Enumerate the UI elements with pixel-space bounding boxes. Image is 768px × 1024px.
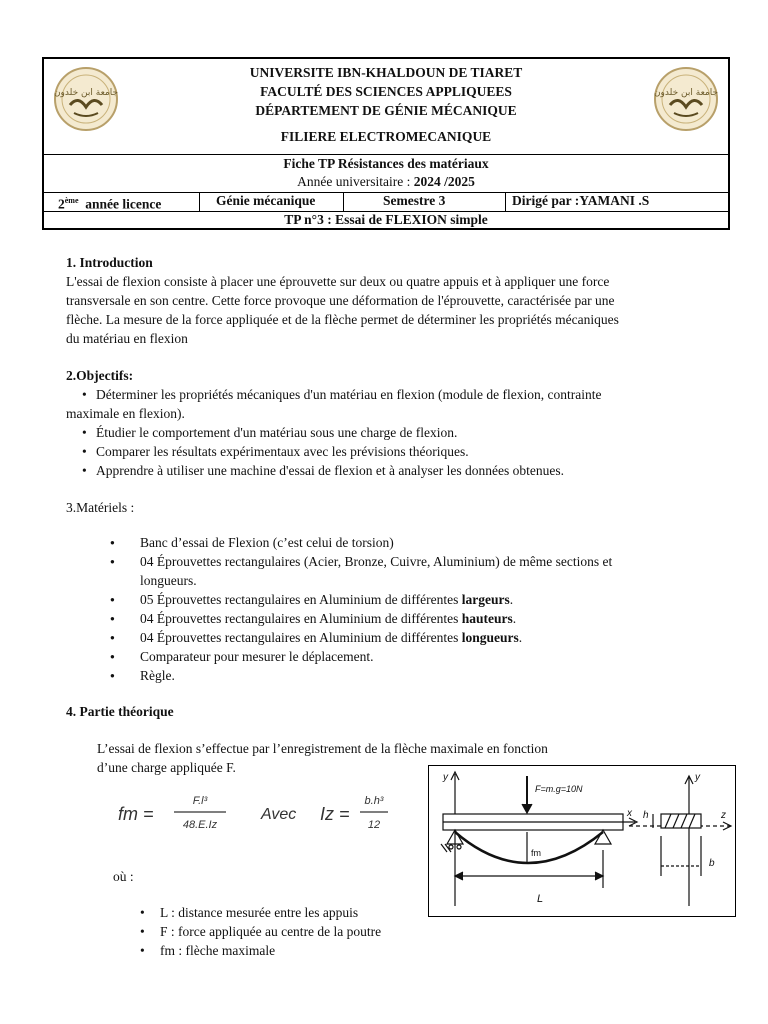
header-top (44, 59, 728, 155)
beam-diagram (429, 766, 735, 916)
theory-heading: 4. Partie théorique (66, 704, 174, 719)
y2-axis-label: y (695, 772, 700, 783)
item-text: 04 Éprouvettes rectangulaires en Aluminium de différentes (140, 611, 462, 626)
materials-heading: 3.Matériels : (66, 500, 135, 515)
list-item (110, 609, 726, 628)
item-text: longueurs. (140, 573, 197, 588)
item-text: 04 Éprouvettes rectangulaires (Acier, Bronze, Cuivre, Aluminium) de même sections et (140, 554, 613, 569)
z-axis-label: z (721, 810, 726, 821)
formula-avec: Avec (261, 806, 297, 823)
logo-right-text: جامعة ابن خلدون (653, 88, 719, 98)
year-label: Année universitaire : (297, 174, 411, 189)
fm-label: fm (531, 848, 541, 858)
tp-title: TP n°3 : Essai de FLEXION simple (284, 212, 488, 227)
deflection-formula (118, 787, 408, 837)
logo-left-text: جامعة ابن خلدون (53, 88, 119, 98)
theory-line: L’essai de flexion s’effectue par l’enregistrement de la flèche maximale en fonction (97, 741, 548, 756)
year-value: 2024 /2025 (413, 174, 475, 189)
level-num: 2 (58, 196, 65, 212)
item-dot: . (512, 611, 517, 626)
list-item: • Apprendre à utiliser une machine d'essai de flexion et à analyser les données obtenues. (80, 461, 726, 480)
objectives-list (80, 385, 726, 404)
formula-num2: b.h³ (364, 795, 384, 807)
item-bold: longueurs (461, 630, 519, 645)
list-item: • fm : flèche maximale (136, 941, 436, 960)
supervisor-cell: Dirigé par :YAMANI .S (512, 193, 650, 208)
variables-list (136, 903, 436, 960)
intro-line: flèche. La mesure de la force appliquée et de la flèche permet de déterminer les propriétés mécaniques (66, 312, 619, 327)
formula-den1: 48.E.Iz (182, 819, 218, 831)
academic-year (44, 173, 728, 191)
item-bold: largeurs (461, 592, 510, 607)
list-item: ● Comparateur pour mesurer le déplacement. (110, 647, 726, 666)
fiche-block (44, 154, 728, 193)
length-label: L (537, 893, 544, 905)
list-item: • L : distance mesurée entre les appuis (136, 903, 436, 922)
formula-fm: fm = (118, 804, 154, 824)
y-axis-label: y (443, 772, 448, 783)
university-logo-right-icon (652, 65, 720, 133)
objectives-section (66, 366, 726, 480)
faculty-name: FACULTÉ DES SCIENCES APPLIQUEES (260, 84, 512, 99)
list-item: ● Banc d’essai de Flexion (c’est celui de torsion) (110, 533, 726, 552)
variables-section (136, 903, 436, 960)
department-name: DÉPARTEMENT DE GÉNIE MÉCANIQUE (255, 103, 517, 118)
introduction-heading: 1. Introduction (66, 255, 153, 270)
ou-label: où : (113, 869, 134, 884)
institution-block (44, 63, 728, 120)
b-label: b (709, 858, 715, 869)
list-item (110, 628, 726, 647)
h-label: h (643, 810, 649, 821)
formula-den2: 12 (367, 819, 381, 831)
item-bold: hauteurs (461, 611, 513, 626)
formula-iz: Iz = (320, 804, 350, 824)
force-label: F=m.g=10N (535, 784, 583, 794)
university-name: UNIVERSITE IBN-KHALDOUN DE TIARET (249, 65, 523, 80)
level-text: année licence (78, 196, 162, 212)
filiere: FILIERE ELECTROMECANIQUE (280, 129, 492, 144)
theory-line: d’une charge appliquée F. (97, 760, 236, 775)
materials-list (110, 533, 726, 685)
list-item: • Comparer les résultats expérimentaux avec les prévisions théoriques. (80, 442, 726, 461)
item-dot: . (509, 592, 514, 607)
intro-line: L'essai de flexion consiste à placer une éprouvette sur deux ou quatre appuis et à appliquer une force (66, 274, 610, 289)
field-cell: Génie mécanique (200, 192, 344, 211)
beam-figure (428, 765, 736, 917)
x-axis-label: x (627, 808, 632, 819)
item-dot: . (518, 630, 523, 645)
list-item: • Déterminer les propriétés mécaniques d'un matériau en flexion (module de flexion, contrainte (80, 385, 726, 404)
list-item (110, 552, 726, 590)
list-item: • F : force appliquée au centre de la poutre (136, 922, 436, 941)
objectives-list-2 (80, 423, 726, 480)
item-text: 05 Éprouvettes rectangulaires en Aluminium de différentes (140, 592, 462, 607)
materials-section (110, 533, 726, 685)
item-text: 04 Éprouvettes rectangulaires en Aluminium de différentes (140, 630, 462, 645)
list-item: ● Règle. (110, 666, 726, 685)
introduction-section (66, 253, 726, 348)
objectives-heading: 2.Objectifs: (66, 368, 134, 383)
semester-cell: Semestre 3 (344, 192, 506, 211)
info-row (44, 192, 728, 212)
fiche-title: Fiche TP Résistances des matériaux (283, 156, 489, 171)
list-item: • Étudier le comportement d'un matériau sous une charge de flexion. (80, 423, 726, 442)
intro-line: du matériau en flexion (66, 331, 188, 346)
level-cell (44, 192, 200, 211)
list-item (110, 590, 726, 609)
level-sup: ème (64, 196, 79, 205)
intro-line: transversale en son centre. Cette force provoque une déformation de l'éprouvette, caractérisée par une (66, 293, 615, 308)
objective-item1-cont: maximale en flexion). (66, 406, 185, 421)
formula-num1: F.l³ (192, 795, 208, 807)
document-header (42, 57, 730, 230)
